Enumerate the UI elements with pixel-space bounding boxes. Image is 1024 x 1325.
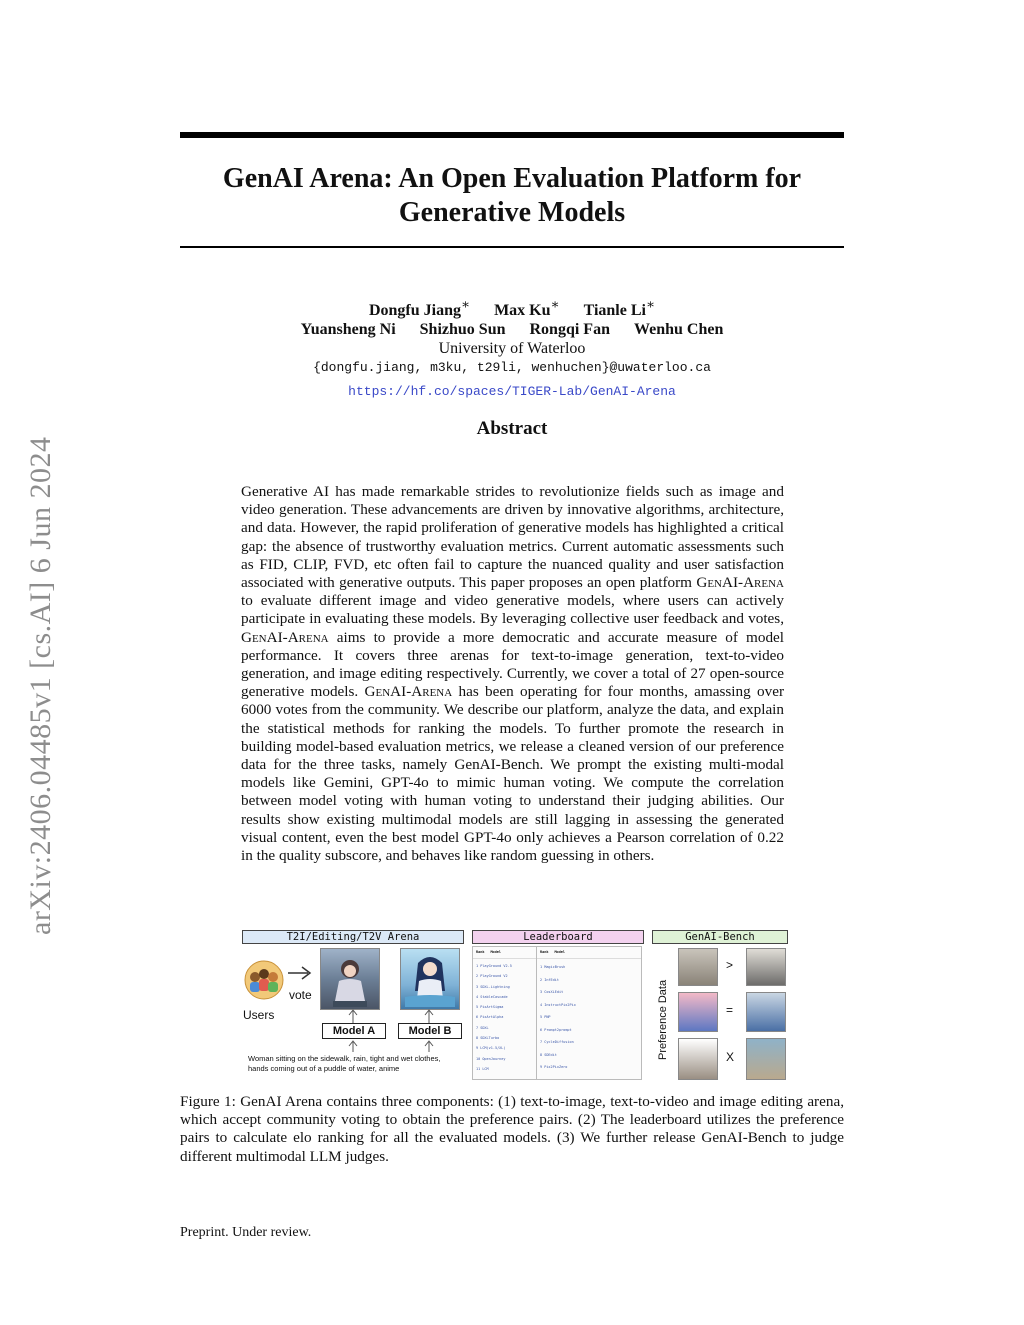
bench-image [678,1038,718,1080]
relation-x: X [726,1050,735,1064]
author-emails: {dongfu.jiang, m3ku, t29li, wenhuchen}@uwaterloo.ca [313,360,711,375]
table-row: 5 PixArtSigma [476,1005,504,1010]
author-name: Dongfu Jiang∗ [368,297,471,320]
author-name: Yuansheng Ni [300,321,396,339]
vote-label: vote [289,988,312,1002]
author-name: Max Ku∗ [494,297,560,320]
table-row: 9 LCM(v1.5/XL) [476,1046,506,1051]
relation-greater: > [726,958,734,972]
bench-image [746,1038,786,1080]
abstract-heading: Abstract [476,418,548,439]
model-a-button[interactable]: Model A [322,1023,386,1039]
bench-image [746,948,786,986]
table-row: 10 OpenJourney [476,1056,506,1061]
leaderboard-table-left [472,946,538,1080]
title-line-1: GenAI Arena: An Open Evaluation Platform for [222,163,802,194]
author-name: Shizhuo Sun [419,321,506,339]
author-name: Wenhu Chen [633,321,724,339]
model-b-button[interactable]: Model B [398,1023,462,1039]
table-row: 7 CycleDiffusion [540,1040,574,1044]
column-header: Rank [540,950,549,954]
figure-caption: Figure 1: GenAI Arena contains three components: (1) text-to-image, text-to-video and image editing arena, which accept community voting to obtain the preference pairs. (2) The leaderboard utilizes the preference pairs to calculate elo ranking for all the evaluated models. (3) We further release GenAI-Bench to judge different multimodal LLM judges. [180,1093,844,1165]
column-header: Model [490,950,501,954]
preference-data-label: Preference Data [657,979,669,1060]
table-row: 8 SDEdit [540,1052,557,1057]
bench-image [678,948,718,986]
table-row: 2 InfEdit [540,977,559,982]
title-rule [180,246,844,248]
bench-label: GenAI-Bench [652,930,788,944]
footer-note: Preprint. Under review. [180,1225,312,1240]
arena-label: T2I/Editing/T2V Arena [242,930,464,944]
users-label: Users [243,1008,275,1022]
anime-girl-water-icon [401,949,459,1009]
system-name: GenAI-Arena [364,683,453,701]
leaderboard-label: Leaderboard [472,930,644,944]
author-list [180,295,844,339]
table-row: 8 SDXLTurbo [476,1036,500,1041]
bench-image [678,992,718,1032]
table-row: 1 PlayGround V2.5 [476,964,512,968]
table-row: 2 PlayGround V2 [476,974,508,979]
up-arrow-from-prompt-icon [340,1039,440,1053]
top-rule [180,132,844,138]
abstract-text: Generative AI has made remarkable strides to revolutionize fields such as image and video generation. These advancements are driven by innovative algorithms, architecture, and data. However, the rapid proliferation of generative models has highlighted a critical gap: the absence of trustworthy evaluation metrics. Current automatic assessments such as FID, CLIP, FVD, etc often fail to capture the nuanced quality and user satisfaction associated with generative outputs. This paper proposes an open platform GenAI-Arena to evaluate different image and video generative models, where users can actively participate in evaluating these models. By leveraging collective user feedback and votes, GenAI-Arena aims to provide a more democratic and accurate measure of model performance. It covers three arenas for text-to-image generation, text-to-video generation, and image editing respectively. Currently, we cover a total of 27 open-source generative models. GenAI-Arena has been operating for four months, amassing over 6000 votes from the community. We describe our platform, analyze the data, and explain the statistical methods for ranking the models. To further promote the research in building model-based evaluation metrics, we release a cleaned version of our preference data for the three tasks, namely GenAI-Bench. We prompt the existing multi-modal models like Gemini, GPT-4o to mimic human voting. We compute the correlation between model voting with human voting to understand their judging abilities. Our results show existing multimodal models are still lagging in assessing the generated visual content, even the best model GPT-4o only achieves a Pearson correlation of 0.22 in the quality subscore, and behaves like random guessing in others. [241,483,785,865]
relation-equal: = [726,1003,734,1017]
arrow-right-icon [286,963,316,983]
column-header: Model [554,950,565,954]
table-row: 3 SDXL-Lightning [476,984,510,989]
table-row: 9 Pix2PixZero [540,1065,568,1069]
column-header: Rank [476,950,485,954]
author-name: Rongqi Fan [529,321,610,339]
title-line-2: Generative Models [398,197,626,228]
users-icon [243,960,285,1000]
table-row: 4 InstructPix2Pix [540,1002,576,1007]
affiliation: University of Waterloo [438,340,586,357]
table-row: 7 SDXL [476,1025,489,1030]
author-name: Tianle Li∗ [583,297,656,320]
table-row: 6 Prompt2prompt [540,1027,572,1032]
arxiv-side-label: arXiv:2406.04485v1 [cs.AI] 6 Jun 2024 [24,436,57,935]
system-name: GenAI-Arena [241,628,329,646]
model-b-image [400,948,460,1010]
prompt-text: Woman sitting on the sidewalk, rain, tight and wet clothes, hands coming out of a puddle of water, anime [248,1054,441,1073]
up-arrows-icon [340,1008,440,1024]
paper-title [180,162,844,230]
project-link[interactable]: https://hf.co/spaces/TIGER-Lab/GenAI-Arena [348,384,676,399]
model-a-image [320,948,380,1010]
table-row: 4 StableCascade [476,994,508,999]
leaderboard-table-right [536,946,642,1080]
bench-image [746,992,786,1032]
table-row: 1 MagicBrush [540,965,566,969]
anime-girl-sitting-icon [321,949,379,1009]
table-row: 11 LCM [476,1066,489,1071]
table-row: 5 PNP [540,1015,551,1019]
figure-1 [240,928,790,1084]
table-row: 3 CosXLEdit [540,990,564,994]
table-row: 6 PixArtAlpha [476,1015,504,1020]
system-name: GenAI-Arena [696,574,784,592]
